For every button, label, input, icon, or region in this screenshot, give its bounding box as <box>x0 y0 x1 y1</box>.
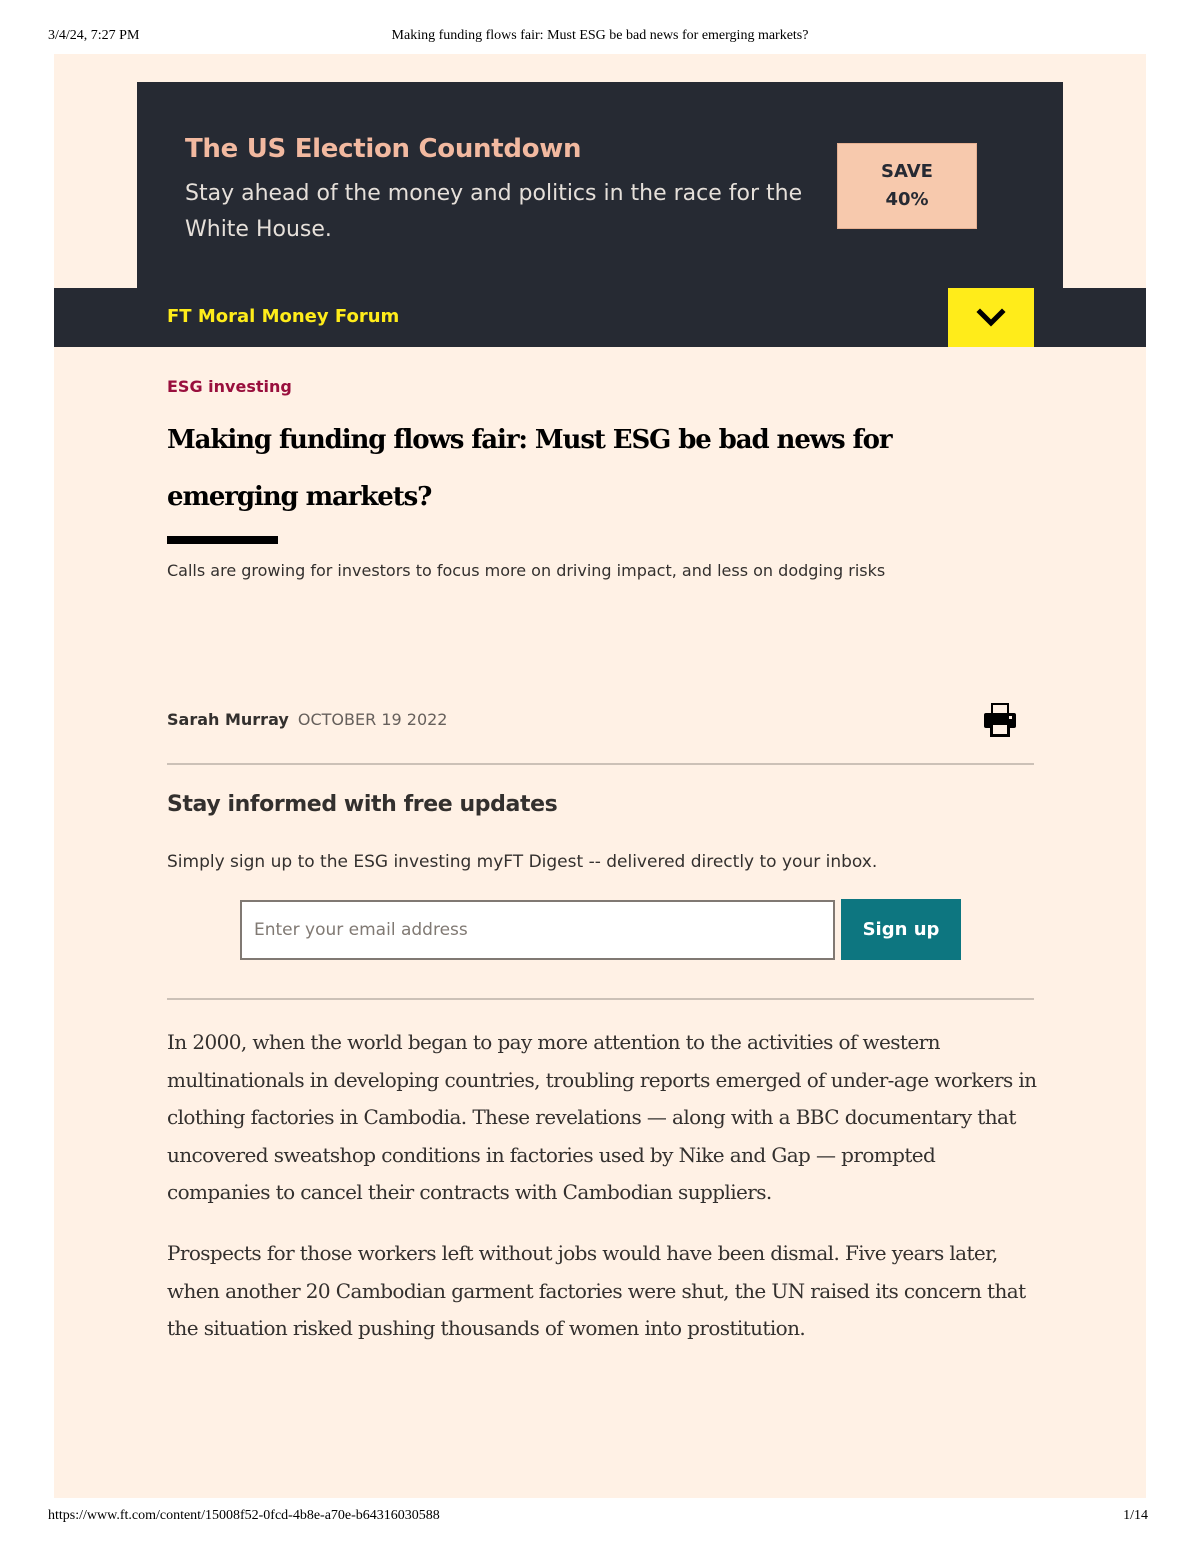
print-header <box>48 28 1152 48</box>
section-divider-bottom <box>167 998 1034 1000</box>
promo-title: The US Election Countdown <box>185 134 582 164</box>
body-paragraph: In 2000, when the world began to pay more attention to the activities of western multinationals in developing countries, troubling reports emerged of under-age workers in clothing factories in Cambodia. These revelations — along with a BBC documentary that uncovered sweatshop conditions in factories used by Nike and Gap — prompted companies to cancel their contracts with Cambodian suppliers. <box>167 1030 1037 1205</box>
forum-link[interactable]: FT Moral Money Forum <box>167 306 400 327</box>
headline-divider <box>167 536 278 544</box>
article-body <box>167 1024 1037 1371</box>
print-url: https://www.ft.com/content/15008f52-0fcd-4b8e-a70e-b64316030588 <box>48 1508 440 1523</box>
sign-up-button[interactable]: Sign up <box>841 899 961 960</box>
author-link[interactable]: Sarah Murray <box>167 710 289 729</box>
body-paragraph: Prospects for those workers left without jobs would have been dismal. Five years later, when another 20 Cambodian garment factories were shut, the UN raised its concern that the situation risked pushing thousands of women into prostitution. <box>167 1240 1026 1341</box>
chevron-down-icon <box>976 308 1006 328</box>
signup-description: Simply sign up to the ESG investing myFT Digest -- delivered directly to your inbox. <box>167 852 878 872</box>
promo-subtitle: Stay ahead of the money and politics in the race for the White House. <box>185 181 803 242</box>
article-headline: Making funding flows fair: Must ESG be bad news for emerging markets? <box>167 425 892 512</box>
publish-date: OCTOBER 19 2022 <box>297 710 448 729</box>
print-date: 3/4/24, 7:27 PM <box>48 28 140 43</box>
article-standfirst: Calls are growing for investors to focus more on driving impact, and less on dodging risks <box>167 561 886 580</box>
printer-icon <box>980 700 1020 740</box>
print-document-title: Making funding flows fair: Must ESG be bad news for emerging markets? <box>391 28 809 43</box>
page-number: 1/14 <box>1123 1508 1148 1523</box>
forum-bar <box>54 288 1146 347</box>
promo-banner <box>137 82 1063 288</box>
forum-toggle-button[interactable] <box>948 288 1034 347</box>
print-button[interactable] <box>980 700 1020 740</box>
section-divider-top <box>167 763 1034 765</box>
signup-heading: Stay informed with free updates <box>167 792 558 817</box>
promo-button-line1: SAVE <box>881 161 933 182</box>
byline <box>167 710 447 729</box>
article-page <box>54 54 1146 1498</box>
promo-button-line2: 40% <box>885 189 929 210</box>
print-footer <box>48 1508 1148 1528</box>
save-40-button[interactable] <box>837 143 977 229</box>
email-input[interactable] <box>240 900 835 960</box>
topic-tag[interactable]: ESG investing <box>167 377 292 396</box>
